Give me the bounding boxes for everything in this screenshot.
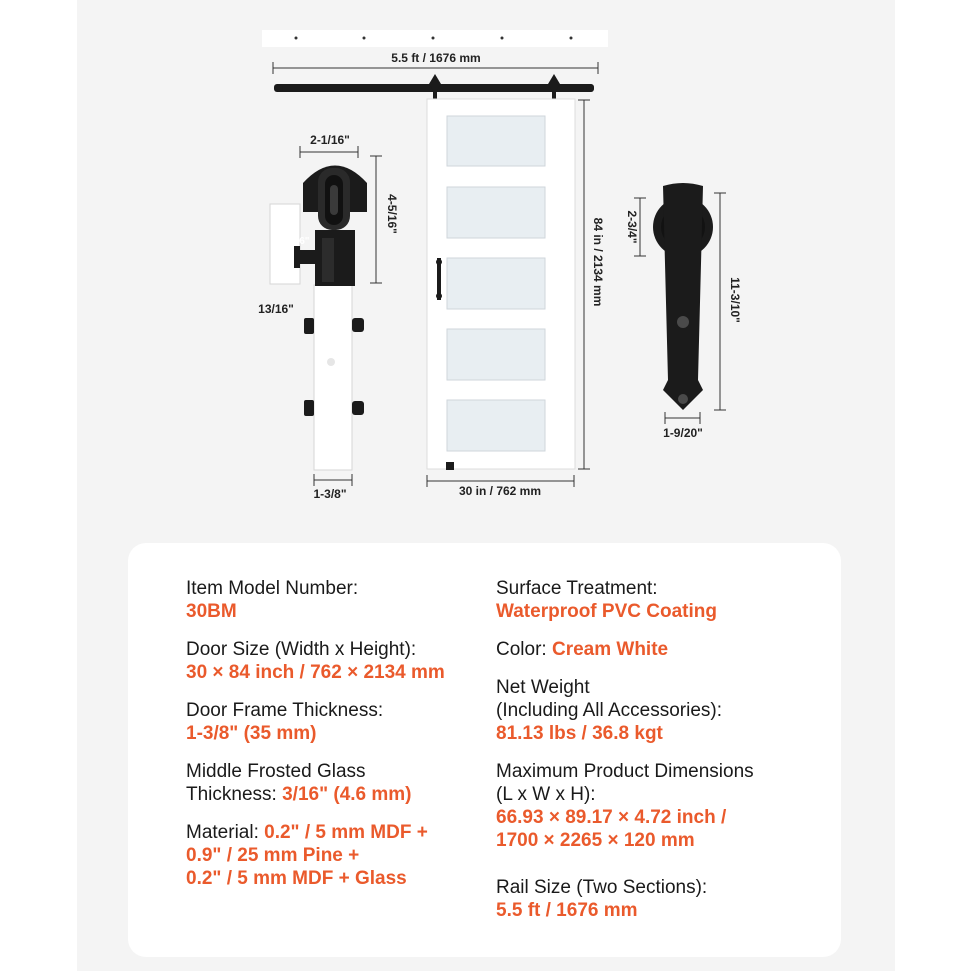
specifications-card [128, 543, 841, 957]
wall-strip [262, 30, 608, 47]
spec-net-weight [496, 676, 826, 745]
spec-max-dimensions [496, 760, 826, 852]
color-value: Cream White [551, 639, 669, 660]
strap-length-dimension [714, 193, 726, 410]
hanger-height-dimension [370, 156, 382, 283]
maxdim-label-line1: Maximum Product Dimensions [496, 761, 754, 782]
color-label: Color: [496, 639, 552, 660]
maxdim-label-line2: (L x W x H): [496, 784, 596, 805]
floor-guide [446, 462, 454, 470]
weight-label-line2: (Including All Accessories): [496, 700, 722, 721]
glass-value: 3/16" (4.6 mm) [282, 784, 412, 805]
side-screw [327, 358, 335, 366]
surface-label: Surface Treatment: [496, 578, 658, 599]
specs-right-column [496, 577, 826, 937]
spec-surface [496, 577, 826, 623]
model-label: Item Model Number: [186, 578, 359, 599]
weight-value: 81.13 lbs / 36.8 kgt [496, 723, 663, 744]
material-label: Material: [186, 822, 265, 843]
frame-value: 1-3/8" (35 mm) [186, 723, 317, 744]
strap-width-dimension [665, 412, 700, 424]
spec-color [496, 638, 826, 661]
spacer-label: 1-5/16" [276, 236, 310, 247]
rail-value: 5.5 ft / 1676 mm [496, 900, 638, 921]
hanger-width-dimension [300, 146, 358, 158]
rail-length-label: 5.5 ft / 1676 mm [391, 51, 481, 65]
glass-label-line1: Middle Frosted Glass [186, 761, 366, 782]
frosted-glass-panels [447, 116, 545, 451]
spec-rail-size [496, 876, 826, 922]
material-value-line2: 0.9" / 25 mm Pine + [186, 845, 360, 866]
door-edge [314, 285, 352, 470]
frame-thickness-label: 1-3/8" [313, 487, 347, 501]
hanger-strap-front [653, 183, 713, 410]
frame-label: Door Frame Thickness: [186, 700, 384, 721]
rail-label: Rail Size (Two Sections): [496, 877, 708, 898]
door-size-value: 30 × 84 inch / 762 × 2134 mm [186, 662, 445, 683]
spec-material [186, 821, 486, 890]
spec-door-size [186, 638, 486, 684]
bracket-depth-label: 13/16" [258, 302, 294, 316]
model-value: 30BM [186, 601, 237, 622]
strap-width-label: 1-9/20" [663, 426, 703, 440]
spec-glass-thickness [186, 760, 486, 806]
strap-wheel-label: 2-3/4" [625, 210, 639, 244]
door-width-label: 30 in / 762 mm [458, 484, 542, 498]
glass-label-line2: Thickness: [186, 784, 283, 805]
maxdim-value-line1: 66.93 × 89.17 × 4.72 inch / [496, 807, 727, 828]
door-height-label: 84 in / 2134 mm [591, 217, 605, 307]
strap-length-label: 11-3/10" [728, 277, 742, 323]
spec-frame-thickness [186, 699, 486, 745]
hanger-wheel [303, 166, 367, 231]
material-value-line1: 0.2" / 5 mm MDF + [264, 822, 428, 843]
material-value-line3: 0.2" / 5 mm MDF + Glass [186, 868, 407, 889]
maxdim-value-line2: 1700 × 2265 × 120 mm [496, 830, 695, 851]
frame-thickness-dimension [314, 474, 352, 486]
hanger-height-label: 4-5/16" [385, 194, 399, 234]
spec-model [186, 577, 486, 623]
weight-label-line1: Net Weight [496, 677, 590, 698]
hanger-width-label: 2-1/16" [310, 133, 350, 147]
specs-left-column [186, 577, 486, 905]
door-size-label: Door Size (Width x Height): [186, 639, 417, 660]
surface-value: Waterproof PVC Coating [496, 601, 717, 622]
